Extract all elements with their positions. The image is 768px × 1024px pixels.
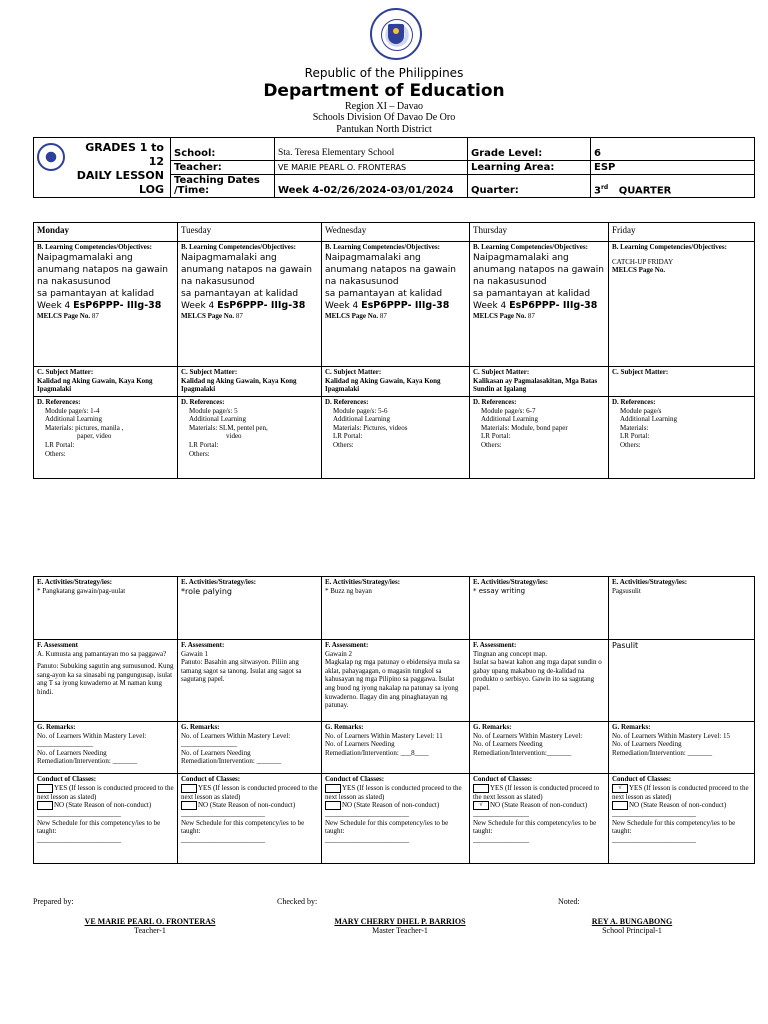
log-title-line-1: GRADES 1 to 12 [85, 141, 164, 168]
competency-wednesday: B. Learning Competencies/Objectives: Naipagmamalaki ang anumang natapos na gawain na nakasusunod sa pamantayan at kalidad Week 4 EsP6PPP- IIIg-38 MELCS Page No. 87 [322, 242, 470, 367]
prepared-name: VE MARIE PEARL O. FRONTERAS [84, 917, 216, 926]
day-wednesday: Wednesday [322, 223, 470, 242]
remarks-monday: G. Remarks: No. of Learners Within Mastery Level: ________________ No. of Learners Needing Remediation/Intervention: _______ [34, 722, 178, 774]
lesson-log-info-table [33, 137, 755, 198]
conduct-friday: Conduct of Classes: √ YES (If lesson is conducted proceed to the next lesson as slated) NO (State Reason of non-conduct) ________________________ New Schedule for this competency/ies to be taught: ________________________ [609, 774, 755, 864]
conduct-wednesday: Conduct of Classes: YES (If lesson is conducted proceed to the next lesson as slated) NO (State Reason of non-conduct) ________________________ New Schedule for this competency/ies to be taught: ________________________ [322, 774, 470, 864]
yes-checkbox[interactable] [181, 784, 197, 793]
references-wednesday: D. References: Module page/s: 5-6 Additional Learning Materials: Pictures, videos LR Portal: Others: [322, 397, 470, 479]
no-checkbox-checked[interactable]: √ [473, 801, 489, 810]
activities-friday: E. Activities/Strategy/ies: Pagsusulit [609, 577, 755, 640]
checked-by-label: Checked by: [277, 897, 318, 906]
activities-wednesday: E. Activities/Strategy/ies: * Buzz ng bayan [322, 577, 470, 640]
republic-heading: Republic of the Philippines [304, 66, 464, 80]
noted-title: School Principal-1 [602, 926, 662, 935]
checked-signatory [300, 917, 500, 935]
prepared-title: Teacher-1 [134, 926, 166, 935]
yes-checkbox[interactable] [325, 784, 341, 793]
noted-name: REY A. BUNGABONG [591, 917, 673, 926]
conduct-tuesday: Conduct of Classes: YES (If lesson is conducted proceed to the next lesson as slated) NO (State Reason of non-conduct) ________________________ New Schedule for this competency/ies to be taught: ________________________ [178, 774, 322, 864]
learning-area-value: ESP [591, 161, 755, 175]
references-monday: D. References: Module page/s: 1-4 Additional Learning Materials: pictures, manila , paper, video LR Portal: Others: [34, 397, 178, 479]
remarks-tuesday: G. Remarks: No. of Learners Within Mastery Level: ________________ No. of Learners Needing Remediation/Intervention: _______ [178, 722, 322, 774]
grade-level-label: Grade Level: [468, 138, 591, 161]
competency-monday: B. Learning Competencies/Objectives: Naipagmamalaki ang anumang natapos na gawain na nakasusunod sa pamantayan at kalidad Week 4 EsP6PPP- IIIg-38 MELCS Page No. 87 [34, 242, 178, 367]
lesson-grid-top [33, 222, 755, 479]
region-text: Region XI – Davao [344, 101, 424, 112]
yes-checkbox-checked[interactable]: √ [612, 784, 628, 793]
activities-monday: E. Activities/Strategy/ies: * Pangkatang gawain/pag-uulat [34, 577, 178, 640]
references-friday: D. References: Module page/s Additional Learning Materials: LR Portal: Others: [609, 397, 755, 479]
log-title-line-3: LOG [139, 183, 164, 196]
lesson-grid-bottom [33, 576, 755, 864]
district-text: Pantukan North District [336, 124, 432, 135]
assessment-friday: Pasulit [609, 640, 755, 722]
noted-signatory [542, 917, 722, 935]
day-monday: Monday [34, 223, 178, 242]
remarks-friday: G. Remarks: No. of Learners Within Mastery Level: 15 No. of Learners Needing Remediation/Intervention: _______ [609, 722, 755, 774]
checked-name: MARY CHERRY DHEL P. BARRIOS [334, 917, 466, 926]
prepared-signatory [50, 917, 250, 935]
day-tuesday: Tuesday [178, 223, 322, 242]
assessment-monday: F. Assessment A. Kumusta ang pamantayan mo sa paggawa? Panuto: Subuking sagutin ang sumusunod. Kung sang-ayon ka sa sinasabi ng pangungusap, isulat ang T sa iyong kuwaderno at M naman kung hindi. [34, 640, 178, 722]
deped-seal-icon [370, 8, 422, 60]
conduct-thursday: Conduct of Classes: YES (If lesson is conducted proceed to the next lesson as slated) √ NO (State Reason of non-conduct) ________________ New Schedule for this competency/ies to be taught: ________________ [470, 774, 609, 864]
teaching-dates-value: Week 4-02/26/2024-03/01/2024 [275, 175, 468, 198]
no-checkbox[interactable] [181, 801, 197, 810]
assessment-tuesday: F. Assessment: Gawain 1 Panuto: Basahin ang sitwasyon. Piliin ang tamang sagot sa tanong. Isulat ang sagot sa sagutang papel. [178, 640, 322, 722]
learning-area-label: Learning Area: [468, 161, 591, 175]
quarter-value: 3rd QUARTER [591, 175, 755, 198]
subject-thursday: C. Subject Matter: Kalikasan ay Pagmalasakitan, Mga Batas Sundin at Igalang [470, 367, 609, 397]
assessment-wednesday: F. Assessment: Gawain 2 Magkalap ng mga patunay o ebidensiya mula sa aklat, pahayagagan, o magasin tungkol sa kahusayan ng mga Pilipino sa paggawa. Isulat ang buod ng iyong nakalap na patunay sa iyong kuwaderno. Ilagay din ang pinaghatayan ng patunay. [322, 640, 470, 722]
subject-friday: C. Subject Matter: [609, 367, 755, 397]
subject-wednesday: C. Subject Matter: Kalidad ng Aking Gawain, Kaya Kong Ipagmalaki [322, 367, 470, 397]
division-text: Schools Division Of Davao De Oro [312, 112, 456, 123]
activities-thursday: E. Activities/Strategy/ies: * essay writing [470, 577, 609, 640]
competency-thursday: B. Learning Competencies/Objectives: Naipagmamalaki ang anumang natapos na gawain na nakasusunod sa pamantayan at kalidad Week 4 EsP6PPP- IIIg-38 MELCS Page No. 87 [470, 242, 609, 367]
no-checkbox[interactable] [612, 801, 628, 810]
day-thursday: Thursday [470, 223, 609, 242]
teaching-dates-label: Teaching Dates /Time: [171, 175, 275, 198]
activities-tuesday: E. Activities/Strategy/ies: *role palying [178, 577, 322, 640]
teacher-label: Teacher: [171, 161, 275, 175]
assessment-thursday: F. Assessment: Tingnan ang concept map. Isulat sa bawat kahon ang mga dapat sundin o gabay upang makabuo ng de-kalidad na produkto o serbisyo. Gawin ito sa sagutang papel. [470, 640, 609, 722]
yes-checkbox[interactable] [37, 784, 53, 793]
no-checkbox[interactable] [37, 801, 53, 810]
teacher-value: VE MARIE PEARL O. FRONTERAS [275, 161, 468, 175]
subject-tuesday: C. Subject Matter: Kalidad ng Aking Gawain, Kaya Kong Ipagmalaki [178, 367, 322, 397]
quarter-label: Quarter: [468, 175, 591, 198]
log-title-line-2: DAILY LESSON [76, 169, 164, 182]
conduct-monday: Conduct of Classes: YES (If lesson is conducted proceed to the next lesson as slated) NO (State Reason of non-conduct) ________________________ New Schedule for this competency/ies to be taught: ________________________ [34, 774, 178, 864]
subject-monday: C. Subject Matter: Kalidad ng Aking Gawain, Kaya Kong Ipagmalaki [34, 367, 178, 397]
prepared-by-label: Prepared by: [33, 897, 74, 906]
remarks-thursday: G. Remarks: No. of Learners Within Mastery Level: No. of Learners Needing Remediation/Intervention:_______ [470, 722, 609, 774]
school-label: School: [171, 138, 275, 161]
references-tuesday: D. References: Module page/s: 5 Additional Learning Materials: SLM, pentel pen, video LR Portal: Others: [178, 397, 322, 479]
competency-tuesday: B. Learning Competencies/Objectives: Naipagmamalaki ang anumang natapos na gawain na nakasusunod sa pamantayan at kalidad Week 4 EsP6PPP- IIIg-38 MELCS Page No. 87 [178, 242, 322, 367]
school-seal-icon [37, 143, 65, 171]
noted-label: Noted: [558, 897, 580, 906]
school-value: Sta. Teresa Elementary School [275, 138, 468, 161]
grade-level-value: 6 [591, 138, 755, 161]
department-heading: Department of Education [263, 81, 505, 101]
no-checkbox[interactable] [325, 801, 341, 810]
log-title-cell [34, 138, 171, 198]
competency-friday: B. Learning Competencies/Objectives: CATCH-UP FRIDAY MELCS Page No. [609, 242, 755, 367]
references-thursday: D. References: Module page/s: 6-7 Additional Learning Materials: Module, bond paper LR Portal: Others: [470, 397, 609, 479]
remarks-wednesday: G. Remarks: No. of Learners Within Mastery Level: 11 No. of Learners Needing Remediation/Intervention: ___8____ [322, 722, 470, 774]
yes-checkbox[interactable] [473, 784, 489, 793]
day-friday: Friday [609, 223, 755, 242]
checked-title: Master Teacher-1 [372, 926, 428, 935]
